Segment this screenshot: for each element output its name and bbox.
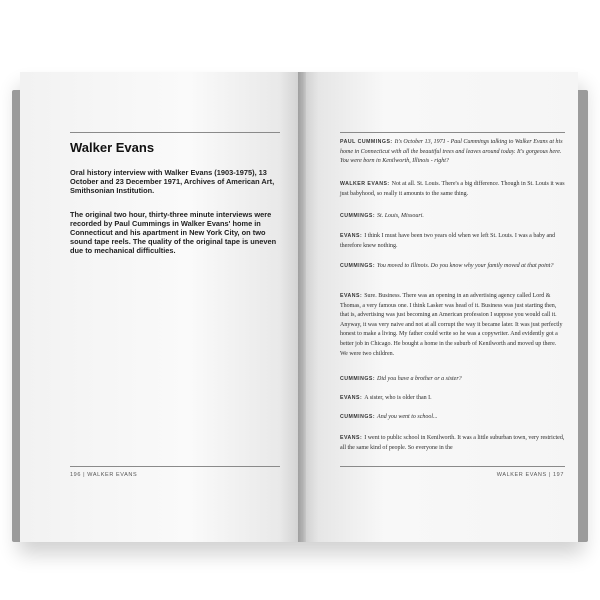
exchange-2 [340,180,565,199]
exchange-8 [340,394,565,404]
speaker-label: PAUL CUMMINGS: [340,139,393,145]
exchange-4 [340,232,565,251]
exchange-5 [340,262,565,272]
exchange-text: Not at all. St. Louis. There's a big difference. Though in St. Louis it was just babyhood, so really it amounts to the same thing. [340,181,565,197]
page-title: Walker Evans [70,140,155,155]
speaker-label: EVANS: [340,435,363,441]
speaker-label: EVANS: [340,293,363,299]
exchange-10 [340,434,565,453]
footer-rule [70,466,280,467]
exchange-6 [340,292,565,359]
right-page [302,72,578,542]
exchange-text: And you went to school... [377,414,438,420]
open-book [12,72,588,550]
speaker-label: CUMMINGS: [340,213,376,219]
intro-paragraph: Oral history interview with Walker Evans (1903-1975), 13 October and 23 December 1971, Archives of American Art, Smithsonian Institution. [70,168,275,195]
speaker-label: EVANS: [340,233,363,239]
right-footer: WALKER EVANS | 197 [496,472,564,478]
exchange-9 [340,413,565,423]
exchange-text: Did you have a brother or a sister? [377,376,462,382]
footer-rule [340,466,565,467]
exchange-text: You moved to Illinois. Do you know why your family moved at that point? [377,263,554,269]
exchange-text: I think I must have been two years old when we left St. Louis. I was a baby and therefore knew nothing. [340,233,556,249]
speaker-label: CUMMINGS: [340,376,376,382]
exchange-1 [340,138,565,167]
header-rule [70,132,280,133]
tape-paragraph: The original two hour, thirty-three minute interviews were recorded by Paul Cummings in Walker Evans' home in Connecticut and his apartment in New York City, on two sound tape reels. The quality of the original tape is uneven due to mechanical difficulties. [70,210,277,255]
exchange-7 [340,375,565,385]
exchange-text: Sure. Business. There was an opening in an advertising agency called Lord & Thomas, a very famous one. I think Lasker was head of it. Business was just starting then, that is, advertising was just becoming an American profession I suppose you would call it. Anyway, it was very naive and not at all corrupt the way it became later. It was just perfectly honest to make a living. My father could write so he was a copywriter. And evidently got a better job in Chicago. He bought a home in the suburb of Kenilworth and moved up there. We were two children. [340,293,563,357]
exchange-3 [340,212,565,222]
left-page [20,72,302,542]
speaker-label: CUMMINGS: [340,263,376,269]
exchange-text: I went to public school in Kenilworth. It was a little suburban town, very restricted, all the same kind of people. So everyone in the [340,435,565,451]
speaker-label: CUMMINGS: [340,414,376,420]
speaker-label: WALKER EVANS: [340,181,390,187]
left-footer: 196 | WALKER EVANS [70,472,138,478]
speaker-label: EVANS: [340,395,363,401]
book-spine [298,72,306,542]
exchange-text: A sister, who is older than I. [364,395,432,401]
header-rule [340,132,565,133]
exchange-text: It's October 13, 1971 - Paul Cummings talking to Walker Evans at his home in Connecticut with all the beautiful trees and leaves around today. It's gorgeous here. You were born in Kenilworth, Illinois - right? [340,139,563,165]
exchange-text: St. Louis, Missouri. [377,213,424,219]
